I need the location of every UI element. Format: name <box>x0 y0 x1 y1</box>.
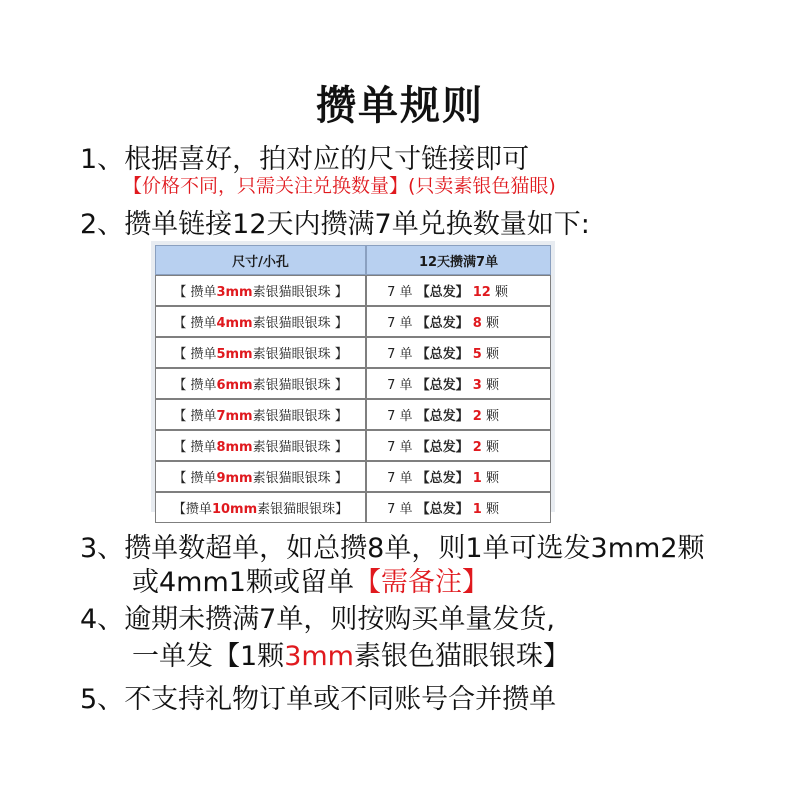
exchange-cell-tag: 【总发】 <box>416 409 469 424</box>
table-row <box>155 399 551 430</box>
rule-4-number: 4、 <box>80 604 125 635</box>
rule-4-text2-pre: 一单发【1颗 <box>132 641 285 672</box>
table-row <box>155 430 551 461</box>
exchange-cell-unit: 颗 <box>485 409 499 424</box>
exchange-cell <box>366 461 551 492</box>
size-cell-size: 5mm <box>216 347 253 362</box>
exchange-cell-count: 3 <box>472 378 482 393</box>
size-cell-pre: 【 攒单 <box>173 316 217 331</box>
table-row <box>155 275 551 306</box>
exchange-cell-unit: 颗 <box>485 440 499 455</box>
exchange-cell-unit: 颗 <box>485 471 499 486</box>
exchange-cell <box>366 430 551 461</box>
rule-4 <box>80 597 555 636</box>
size-cell <box>155 461 366 492</box>
size-cell-post: 素银猫眼银珠 】 <box>252 285 348 300</box>
rule-1-number: 1、 <box>80 144 125 175</box>
exchange-cell-count: 2 <box>472 409 482 424</box>
exchange-cell-tag: 【总发】 <box>416 316 469 331</box>
size-cell-pre: 【 攒单 <box>173 285 217 300</box>
exchange-cell-tag: 【总发】 <box>416 471 469 486</box>
exchange-cell <box>366 399 551 430</box>
table-row <box>155 368 551 399</box>
size-cell-pre: 【攒单 <box>172 502 212 517</box>
size-cell-size: 3mm <box>216 285 253 300</box>
column-header-exchange: 12天攒满7单 <box>366 245 551 275</box>
exchange-table-panel <box>151 241 555 517</box>
exchange-cell-unit: 颗 <box>485 502 499 517</box>
exchange-cell-count: 1 <box>472 471 482 486</box>
table-row <box>155 337 551 368</box>
exchange-cell <box>366 492 551 523</box>
rule-2 <box>80 202 590 241</box>
exchange-cell-orders: 7 单 <box>387 347 413 362</box>
rule-3-number: 3、 <box>80 533 125 564</box>
exchange-cell-orders: 7 单 <box>387 378 413 393</box>
rule-2-text: 攒单链接12天内攒满7单兑换数量如下: <box>124 209 590 240</box>
exchange-cell-orders: 7 单 <box>387 316 413 331</box>
size-cell-post: 素银猫眼银珠 】 <box>252 378 348 393</box>
rule-5-text: 不支持礼物订单或不同账号合并攒单 <box>124 684 557 715</box>
exchange-cell-unit: 颗 <box>485 316 499 331</box>
exchange-cell-orders: 7 单 <box>387 471 413 486</box>
exchange-cell <box>366 275 551 306</box>
exchange-cell-count: 8 <box>472 316 482 331</box>
exchange-cell-unit: 颗 <box>485 347 499 362</box>
exchange-cell-orders: 7 单 <box>387 502 413 517</box>
rule-4-text: 逾期未攒满7单，则按购买单量发货, <box>124 604 555 635</box>
table-header-row <box>155 245 551 275</box>
exchange-cell-count: 12 <box>472 285 491 300</box>
rule-2-number: 2、 <box>80 209 125 240</box>
size-cell-pre: 【 攒单 <box>173 347 217 362</box>
size-cell-size: 10mm <box>211 502 258 517</box>
exchange-cell-tag: 【总发】 <box>416 378 469 393</box>
size-cell-size: 4mm <box>216 316 253 331</box>
exchange-cell-tag: 【总发】 <box>416 440 469 455</box>
size-cell-post: 素银猫眼银珠 】 <box>252 409 348 424</box>
rule-5 <box>80 677 556 716</box>
rule-3-text: 攒单数超单，如总攒8单，则1单可选发3mm2颗 <box>124 533 705 564</box>
size-cell <box>155 399 366 430</box>
size-cell-post: 素银猫眼银珠】 <box>257 502 349 517</box>
rule-5-number: 5、 <box>80 684 125 715</box>
size-cell <box>155 368 366 399</box>
rule-1-note: 【价格不同，只需关注兑换数量】(只卖素银色猫眼) <box>123 175 556 197</box>
rule-4-continued <box>132 634 570 673</box>
size-cell-post: 素银猫眼银珠 】 <box>252 471 348 486</box>
rule-1-text: 根据喜好，拍对应的尺寸链接即可 <box>124 144 530 175</box>
size-cell-size: 7mm <box>216 409 253 424</box>
size-cell <box>155 337 366 368</box>
exchange-cell-unit: 颗 <box>485 378 499 393</box>
size-cell-post: 素银猫眼银珠 】 <box>252 316 348 331</box>
exchange-cell <box>366 337 551 368</box>
rule-4-text2-post: 素银色猫眼银珠】 <box>353 641 570 672</box>
column-header-size: 尺寸/小孔 <box>155 245 366 275</box>
page-title: 攒单规则 <box>316 83 484 129</box>
exchange-cell-orders: 7 单 <box>387 285 413 300</box>
exchange-cell <box>366 306 551 337</box>
table-row <box>155 306 551 337</box>
rule-3-continued <box>132 560 489 599</box>
exchange-cell-count: 1 <box>472 502 482 517</box>
size-cell <box>155 430 366 461</box>
table-row <box>155 492 551 523</box>
exchange-table <box>155 245 551 523</box>
exchange-cell-tag: 【总发】 <box>416 502 469 517</box>
size-cell-pre: 【 攒单 <box>173 409 217 424</box>
rule-3-note: 【需备注】 <box>353 567 489 598</box>
size-cell-post: 素银猫眼银珠 】 <box>252 347 348 362</box>
size-cell-pre: 【 攒单 <box>173 378 217 393</box>
exchange-cell-count: 2 <box>472 440 482 455</box>
size-cell-size: 6mm <box>216 378 253 393</box>
exchange-cell-count: 5 <box>472 347 482 362</box>
exchange-cell-tag: 【总发】 <box>416 347 469 362</box>
exchange-cell-tag: 【总发】 <box>416 285 469 300</box>
size-cell <box>155 492 366 523</box>
exchange-cell-orders: 7 单 <box>387 409 413 424</box>
exchange-cell-unit: 颗 <box>495 285 509 300</box>
rule-3-text2: 或4mm1颗或留单 <box>132 567 354 598</box>
size-cell-pre: 【 攒单 <box>173 471 217 486</box>
size-cell-size: 9mm <box>216 471 253 486</box>
size-cell-size: 8mm <box>216 440 253 455</box>
size-cell <box>155 275 366 306</box>
size-cell <box>155 306 366 337</box>
size-cell-post: 素银猫眼银珠 】 <box>252 440 348 455</box>
size-cell-pre: 【 攒单 <box>173 440 217 455</box>
table-row <box>155 461 551 492</box>
rule-4-text2-size: 3mm <box>284 641 354 672</box>
exchange-cell <box>366 368 551 399</box>
exchange-cell-orders: 7 单 <box>387 440 413 455</box>
